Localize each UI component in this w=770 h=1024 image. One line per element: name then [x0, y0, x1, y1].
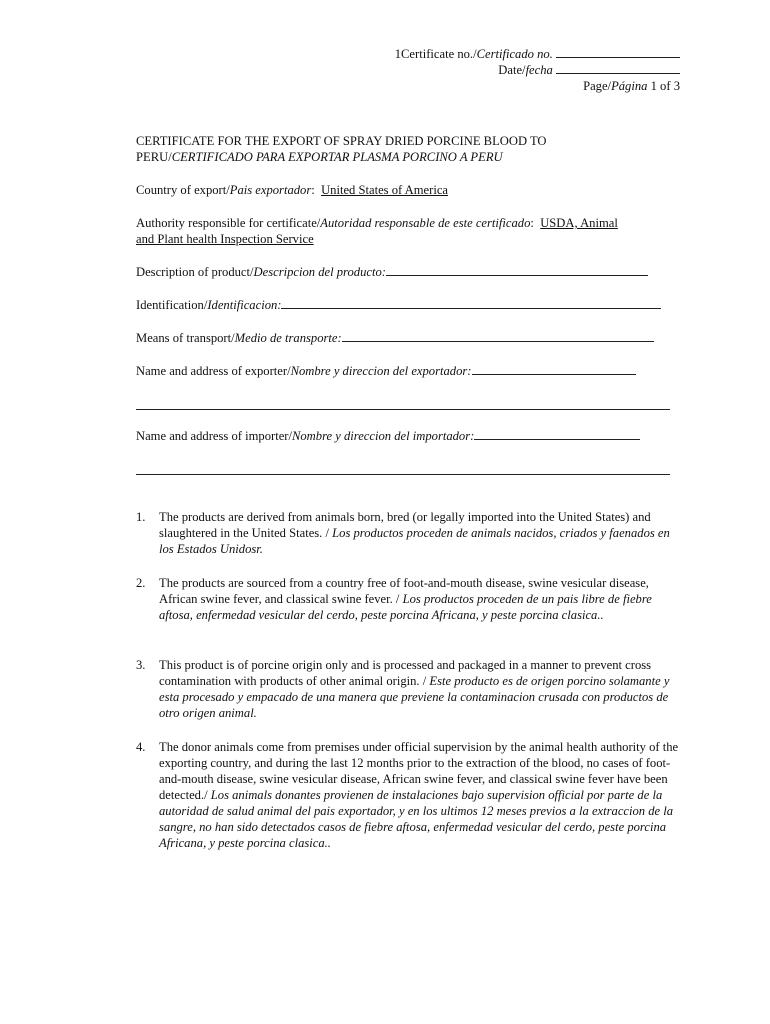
identification-label: Identification/	[136, 298, 208, 312]
document-title-line-2	[136, 149, 503, 165]
exporter-label: Name and address of exporter/	[136, 364, 291, 378]
item-number: 4.	[136, 740, 146, 754]
date-label: Date/	[498, 63, 526, 77]
page-label: Page/	[583, 79, 612, 93]
identification-label-es: Identificacion:	[207, 298, 282, 312]
authority-row-2	[136, 231, 314, 247]
item-number: 3.	[136, 658, 146, 672]
description-label-es: Descripcion del producto:	[253, 265, 386, 279]
certificate-number-line	[395, 46, 680, 62]
item-number: 1.	[136, 510, 146, 524]
description-label: Description of product/	[136, 265, 254, 279]
item-text-es: Los productos proceden de un pais libre de fiebre aftosa, enfermedad vesicular del cerdo, peste porcina Africana, y peste porcina clasica..	[159, 592, 652, 622]
document-title-es: CERTIFICADO PARA EXPORTAR PLASMA PORCINO A PERU	[171, 150, 503, 164]
certificate-number-field[interactable]	[556, 46, 680, 58]
item-text-en: This product is of porcine origin only and is processed and packaged in a manner to prevent cross contamination with products of other animal origin. /	[159, 658, 652, 688]
item-text-es: Los animals donantes provienen de instalaciones bajo supervision official por parte de la autoridad de salud animal del pais exportador, y en los ultimos 12 meses previos a la extraccion de la sangre, no han sido detectados casos de fiebre aftosa, enfermedad vesicular del cerdo, peste porcina Africana, y peste porcina clasica..	[159, 788, 674, 850]
country-label: Country of export/	[136, 183, 230, 197]
authority-value-1: USDA, Animal	[540, 216, 618, 230]
page-label-es: Página	[611, 79, 648, 93]
exporter-row	[136, 363, 636, 379]
page-number-line	[583, 78, 680, 94]
identification-field[interactable]	[281, 297, 661, 309]
list-item	[136, 575, 681, 623]
page-number: 1 of 3	[650, 79, 680, 93]
country-value: United States of America	[321, 183, 449, 197]
authority-label: Authority responsible for certificate/	[136, 216, 321, 230]
item-text-es: Este producto es de origen porcino solamante y esta procesado y empacado de una manera que previene la contaminacion crusada con productos de otro origen animal.	[159, 674, 670, 720]
country-of-export-row: Country of export/Pais exportador: United States of America	[136, 183, 449, 197]
transport-row	[136, 330, 654, 346]
certificate-number-label-es: Certificado no.	[476, 47, 553, 61]
item-text-en: The products are derived from animals born, bred (or legally imported into the United States) and slaughtered in the United States. /	[159, 510, 651, 540]
date-label-es: fecha	[525, 63, 553, 77]
exporter-field-line-2[interactable]	[136, 409, 670, 410]
description-field[interactable]	[386, 264, 648, 276]
list-item	[136, 509, 681, 557]
transport-label-es: Medio de transporte:	[234, 331, 342, 345]
document-title-line-1: CERTIFICATE FOR THE EXPORT OF SPRAY DRIED PORCINE BLOOD TO	[136, 134, 547, 148]
country-label-es: Pais exportador	[229, 183, 312, 197]
identification-row	[136, 297, 661, 313]
item-text-en: The products are sourced from a country free of foot-and-mouth disease, swine vesicular disease, African swine fever, and classical swine fever. /	[159, 576, 649, 606]
document-title-en: PERU/	[136, 150, 172, 164]
item-text-en: The donor animals come from premises under official supervision by the animal health authority of the exporting country, and during the last 12 months prior to the extraction of the blood, no cases of foot-and-mouth disease, swine vesicular disease, African swine fever, and classical swine fever have been detected./	[159, 740, 679, 802]
authority-value-2: and Plant health Inspection Service	[136, 232, 314, 246]
description-row	[136, 264, 648, 280]
importer-field[interactable]	[474, 428, 640, 440]
list-item	[136, 657, 681, 721]
list-item	[136, 739, 681, 851]
importer-row	[136, 428, 640, 444]
authority-row: Authority responsible for certificate/Autoridad responsable de este certificado: USDA, Animal	[136, 216, 618, 230]
exporter-field[interactable]	[472, 363, 636, 375]
exporter-label-es: Nombre y direccion del exportador:	[290, 364, 472, 378]
importer-label: Name and address of importer/	[136, 429, 292, 443]
date-field[interactable]	[556, 62, 680, 74]
item-text-es: Los productos proceden de animals nacidos, criados y faenados en los Estados Unidosr.	[159, 526, 670, 556]
date-line	[498, 62, 680, 78]
transport-field[interactable]	[342, 330, 654, 342]
importer-label-es: Nombre y direccion del importador:	[291, 429, 475, 443]
importer-field-line-2[interactable]	[136, 474, 670, 475]
transport-label: Means of transport/	[136, 331, 235, 345]
item-number: 2.	[136, 576, 146, 590]
certificate-number-label: 1Certificate no./	[394, 47, 477, 61]
authority-label-es: Autoridad responsable de este certificado	[320, 216, 531, 230]
